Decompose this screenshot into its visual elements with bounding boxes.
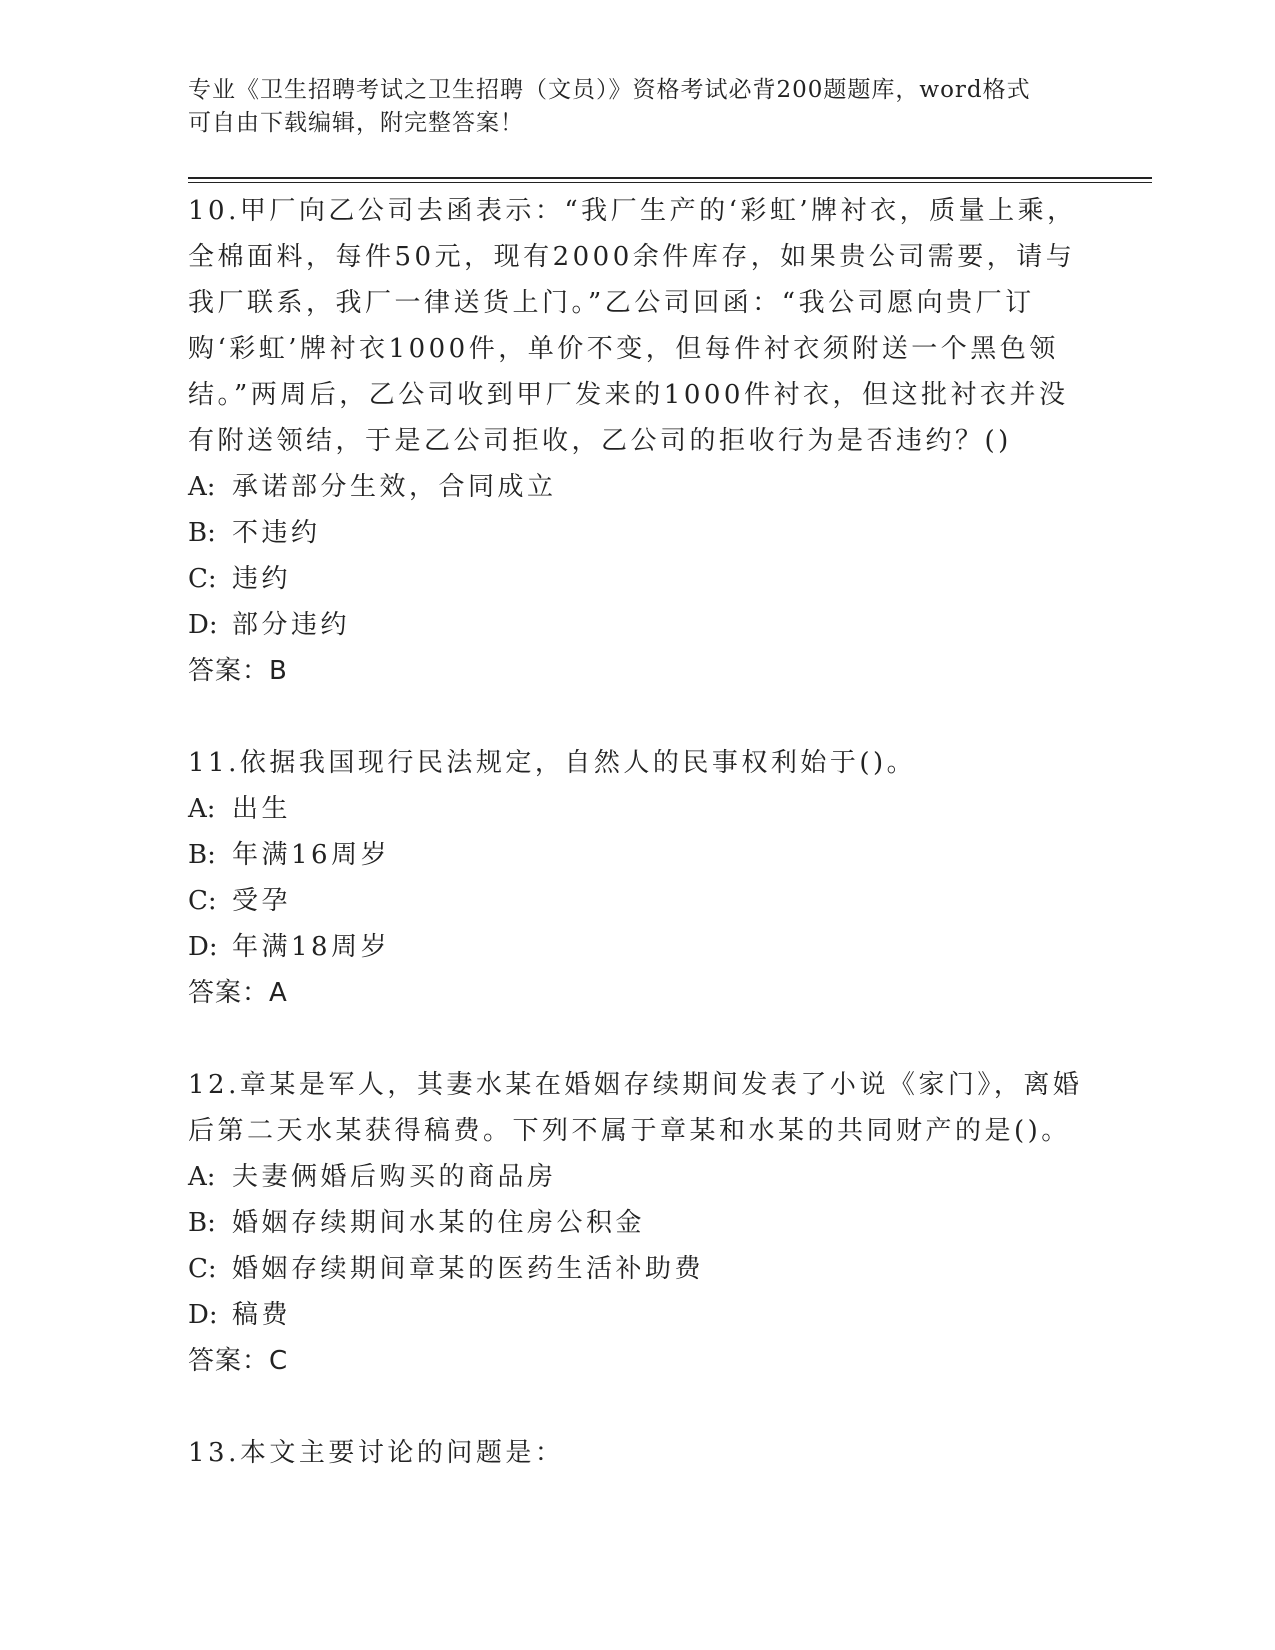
question-stem: 11.依据我国现行民法规定，自然人的民事权利始于()。 xyxy=(188,748,917,778)
option-d xyxy=(188,1292,1088,1338)
option-letter: B: xyxy=(188,840,216,870)
question-stem: 10.甲厂向乙公司去函表示：“我厂生产的‘彩虹’牌衬衣，质量上乘，全棉面料，每件50元，现有2000余件库存，如果贵公司需要，请与我厂联系，我厂一律送货上门。”乙公司回函：“我公司愿向贵厂订购‘彩虹’牌衬衣1000件，单价不变，但每件衬衣须附送一个黑色领结。”两周后，乙公司收到甲厂发来的1000件衬衣，但这批衬衣并没有附送领结，于是乙公司拒收，乙公司的拒收行为是否违约？() xyxy=(188,196,1077,456)
option-text: 夫妻俩婚后购买的商品房 xyxy=(232,1162,557,1192)
option-d xyxy=(188,602,1088,648)
option-b xyxy=(188,510,1088,556)
option-letter: A: xyxy=(188,472,216,502)
header-line-1: 专业《卫生招聘考试之卫生招聘（文员）》资格考试必背200题题库，word格式 xyxy=(188,77,1031,103)
option-a xyxy=(188,1154,1088,1200)
header-line-2: 可自由下载编辑，附完整答案！ xyxy=(188,110,524,136)
option-text: 出生 xyxy=(232,794,292,824)
option-letter: D: xyxy=(188,932,218,962)
option-text: 婚姻存续期间水某的住房公积金 xyxy=(232,1208,646,1238)
answer-line: 答案：B xyxy=(188,656,288,686)
option-text: 违约 xyxy=(232,564,292,594)
answer-line: 答案：A xyxy=(188,978,288,1008)
option-letter: D: xyxy=(188,1300,218,1330)
option-letter: A: xyxy=(188,1162,216,1192)
option-b xyxy=(188,1200,1088,1246)
option-c xyxy=(188,1246,1088,1292)
option-b xyxy=(188,832,1088,878)
question-list xyxy=(188,188,1088,1522)
option-letter: B: xyxy=(188,1208,216,1238)
option-text: 部分违约 xyxy=(232,610,351,640)
question-10 xyxy=(188,188,1088,694)
option-text: 受孕 xyxy=(232,886,292,916)
option-letter: A: xyxy=(188,794,216,824)
question-stem: 13.本文主要讨论的问题是： xyxy=(188,1438,565,1468)
question-12 xyxy=(188,1062,1088,1384)
option-letter: D: xyxy=(188,610,218,640)
document-header xyxy=(188,74,1068,140)
option-a xyxy=(188,464,1088,510)
option-text: 稿费 xyxy=(232,1300,292,1330)
option-letter: B: xyxy=(188,518,216,548)
option-a xyxy=(188,786,1088,832)
option-letter: C: xyxy=(188,886,217,916)
option-text: 承诺部分生效，合同成立 xyxy=(232,472,557,502)
option-letter: C: xyxy=(188,564,217,594)
option-text: 婚姻存续期间章某的医药生活补助费 xyxy=(232,1254,705,1284)
answer-line: 答案：C xyxy=(188,1346,289,1376)
option-d xyxy=(188,924,1088,970)
option-text: 年满18周岁 xyxy=(232,932,391,962)
header-rule-thin xyxy=(188,182,1152,183)
question-13 xyxy=(188,1430,1088,1476)
option-text: 不违约 xyxy=(232,518,321,548)
question-11 xyxy=(188,740,1088,1016)
header-rule-thick xyxy=(188,177,1152,179)
option-text: 年满16周岁 xyxy=(232,840,391,870)
option-c xyxy=(188,556,1088,602)
option-letter: C: xyxy=(188,1254,217,1284)
question-stem: 12.章某是军人，其妻水某在婚姻存续期间发表了小说《家门》，离婚后第二天水某获得稿费。下列不属于章某和水某的共同财产的是()。 xyxy=(188,1070,1083,1146)
option-c xyxy=(188,878,1088,924)
